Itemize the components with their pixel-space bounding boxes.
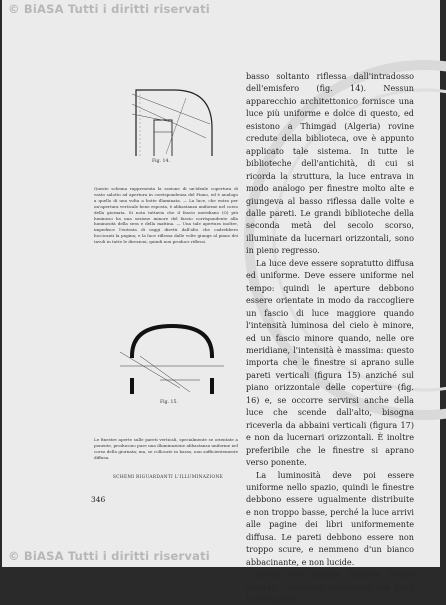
body-paragraph: Anche per questa ragione vanno scartati i lucernari orizzontali dai quali la luce piove [246,569,414,605]
figure-15-caption: Le finestre aperte sulle pareti verticali, specialmente se orientate a ponente, producono pure una illuminazione abbastanza uniforme nel corso della giornata; ma, se collocate in basso, non sufficientemente diffusa. [94,437,238,460]
body-text-column [246,70,414,605]
figure-14-caption: Questo schema rappresenta la sezione di un'ideale copertura di vasto salotto ad apertura in corrispondenza del Piano, ed è analogo a quello di una volta a botte illuminata. — La luce, che entra per un'apertura verticale bene esposta, è abbastanza uniforme nel corso della giornata. Si nota tuttavia che il fascio meridiano (O) più luminoso ha una sezione minore del fascio corrispondente alla luminosità della sera e della mattina. — Una tale apertura inoltre, impedisce l'entrata di raggi diretti dall'alto che cadrebbero luccicanti la pagina; e la luce riflessa dalle volte giunge al piano dei tavoli in tutte le direzioni, quindi non produce riflessi. [94,186,238,245]
figure-15-diagram [120,322,224,396]
document-page [2,0,440,605]
watermark-bottom: © BiASA Tutti i diritti riservati [8,549,210,563]
page-number: 346 [91,495,106,504]
section-title: SCHEMI RIGUARDANTI L'ILLUMINAZIONE [112,475,224,480]
body-paragraph: basso soltanto riflessa dall'intradosso dell'emisfero (fig. 14). Nessun apparecchio architettonico fornisce una luce più uniforme e dolce di questo, ed esistono a Thimgad (Algeria) rovine credute della biblioteca, ove è appunto applicato tale sistema. In tutte le biblioteche dell'antichità, di cui si ricorda la struttura, la luce entrava in modo analogo per finestre molto alte e giungeva al basso riflessa dalle volte e dalle pareti. Le grandi biblioteche della seconda metà del secolo scorso, illuminate da lucernari orizzontali, sono in pieno regresso. [246,71,414,256]
figure-15-label: Fig. 15. [160,400,178,405]
watermark-top: © BiASA Tutti i diritti riservati [8,2,210,16]
body-paragraph: La luminosità deve poi essere uniforme nello spazio, quindi le finestre debbono essere ugualmente distribuite e non troppo basse, perché la luce arrivi alle pagine dei libri uniformemente diffusa. Le pareti debbono essere non troppo scure, e nemmeno d'un bianco abbacinante, e non lucide. [246,469,414,567]
body-paragraph: La luce deve essere sopratutto diffusa ed uniforme. Deve essere uniforme nel tempo: quindi le aperture debbono essere orientate in modo da raccogliere un fascio di luce maggiore quando l'intensità luminosa del cielo è minore, ed un fascio minore quando, nelle ore meridiane, l'intensità è massima: questo importa che le finestre si aprano sulle pareti verticali (figura 15) anziché sul piano orizzontale delle coperture (fig. 16) e, se occorre servirsi anche della luce che scende dall'alto, bisogna riceverla da abbaini verticali (figura 17) e non da lucernari orizzontali. È inoltre preferibile che le finestre si aprano verso ponente. [246,257,414,468]
figure-14-label: Fig. 14. [152,159,170,164]
figure-14-diagram [126,84,218,158]
